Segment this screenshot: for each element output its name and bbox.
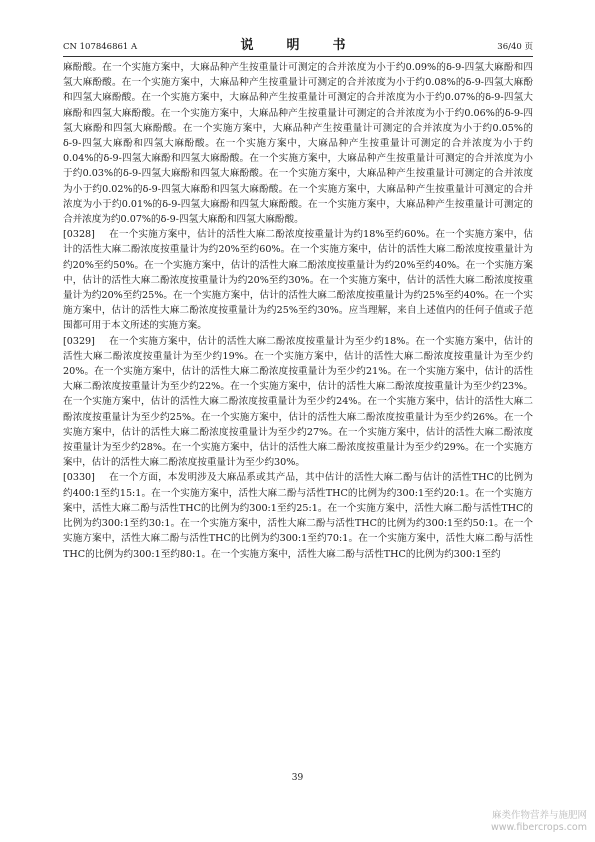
page-number: 39 xyxy=(291,773,304,783)
site-watermark xyxy=(491,810,587,834)
paragraph-number: [0330] xyxy=(63,472,95,484)
document-body xyxy=(63,60,533,562)
patent-number: CN 107846861 A xyxy=(63,42,138,52)
paragraph-text: 在一个实施方案中，估计的活性大麻二酚浓度按重量计为至少约18%。在一个实施方案中，估计的活性大麻二酚浓度按重量计为至少约19%。在一个实施方案中，估计的活性大麻二酚浓度按重量计为至少约20%。在一个实施方案中，估计的活性大麻二酚浓度按重量计为至少约21%。在一个实施方案中，估计的活性大麻二酚浓度按重量计为至少约22%。在一个实施方案中，估计的活性大麻二酚浓度按重量计为至少约23%。在一个实施方案中，估计的活性大麻二酚浓度按重量计为至少约24%。在一个实施方案中，估计的活性大麻二酚浓度按重量计为至少约25%。在一个实施方案中，估计的活性大麻二酚浓度按重量计为至少约26%。在一个实施方案中，估计的活性大麻二酚浓度按重量计为至少约27%。在一个实施方案中，估计的活性大麻二酚浓度按重量计为至少约28%。在一个实施方案中，估计的活性大麻二酚浓度按重量计为至少约29%。在一个实施方案中，估计的活性大麻二酚浓度按重量计为至少约30%。 xyxy=(63,335,533,469)
watermark-title: 麻类作物营养与施肥网 xyxy=(491,810,587,821)
paragraph-number: [0328] xyxy=(63,229,95,241)
page-reference: 36/40 页 xyxy=(497,42,533,52)
paragraph-text: 在一个实施方案中，估计的活性大麻二酚浓度按重量计为约18%至约60%。在一个实施方案中，估计的活性大麻二酚浓度按重量计为约20%至约60%。在一个实施方案中，估计的活性大麻二酚浓度按重量计为约20%至约50%。在一个实施方案中，估计的活性大麻二酚浓度按重量计为约20%至约40%。在一个实施方案中，估计的活性大麻二酚浓度按重量计为约20%至约30%。在一个实施方案中，估计的活性大麻二酚浓度按重量计为约20%至约25%。在一个实施方案中，估计的活性大麻二酚浓度按重量计为约25%至约40%。在一个实施方案中，估计的活性大麻二酚浓度按重量计为约25%至约30%。应当理解，来自上述值内的任何子值或子范围都可用于本文所述的实施方案。 xyxy=(63,229,533,332)
paragraph-0328 xyxy=(63,227,533,333)
paragraph-text: 麻酚酸。在一个实施方案中，大麻品种产生按重量计可测定的合并浓度为小于约0.09%的δ-9-四氢大麻酚和四氢大麻酚酸。在一个实施方案中，大麻品种产生按重量计可测定的合并浓度为小于约0.08%的δ-9-四氢大麻酚和四氢大麻酚酸。在一个实施方案中，大麻品种产生按重量计可测定的合并浓度为小于约0.07%的δ-9-四氢大麻酚和四氢大麻酚酸。在一个实施方案中，大麻品种产生按重量计可测定的合并浓度为小于约0.06%的δ-9-四氢大麻酚和四氢大麻酚酸。在一个实施方案中，大麻品种产生按重量计可测定的合并浓度为小于约0.05%的δ-9-四氢大麻酚和四氢大麻酚酸。在一个实施方案中，大麻品种产生按重量计可测定的合并浓度为小于约0.04%的δ-9-四氢大麻酚和四氢大麻酚酸。在一个实施方案中，大麻品种产生按重量计可测定的合并浓度为小于约0.03%的δ-9-四氢大麻酚和四氢大麻酚酸。在一个实施方案中，大麻品种产生按重量计可测定的合并浓度为小于约0.02%的δ-9-四氢大麻酚和四氢大麻酚酸。在一个实施方案中，大麻品种产生按重量计可测定的合并浓度为小于约0.01%的δ-9-四氢大麻酚和四氢大麻酚酸。在一个实施方案中，大麻品种产生按重量计可测定的合并浓度为约0.07%的δ-9-四氢大麻酚和四氢大麻酚酸。 xyxy=(63,62,533,226)
paragraph-0330 xyxy=(63,470,533,561)
page-header xyxy=(63,34,533,57)
document-title: 说 明 书 xyxy=(240,38,356,53)
paragraph-continued xyxy=(63,60,533,227)
watermark-url: www.fibercrops.com xyxy=(490,822,587,833)
paragraph-number: [0329] xyxy=(63,335,95,347)
paragraph-text: 在一个方面，本发明涉及大麻品系或其产品，其中估计的活性大麻二酚与估计的活性THC的比例为约400:1至约15:1。在一个实施方案中，活性大麻二酚与活性THC的比例为约300:1至约20:1。在一个实施方案中，活性大麻二酚与活性THC的比例为约300:1至约25:1。在一个实施方案中，活性大麻二酚与活性THC的比例为约300:1至约30:1。在一个实施方案中，活性大麻二酚与活性THC的比例为约300:1至约50:1。在一个实施方案中，活性大麻二酚与活性THC的比例为约300:1至约70:1。在一个实施方案中，活性大麻二酚与活性THC的比例为约300:1至约80:1。在一个实施方案中，活性大麻二酚与活性THC的比例为约300:1至约 xyxy=(63,472,533,560)
paragraph-0329 xyxy=(63,334,533,471)
